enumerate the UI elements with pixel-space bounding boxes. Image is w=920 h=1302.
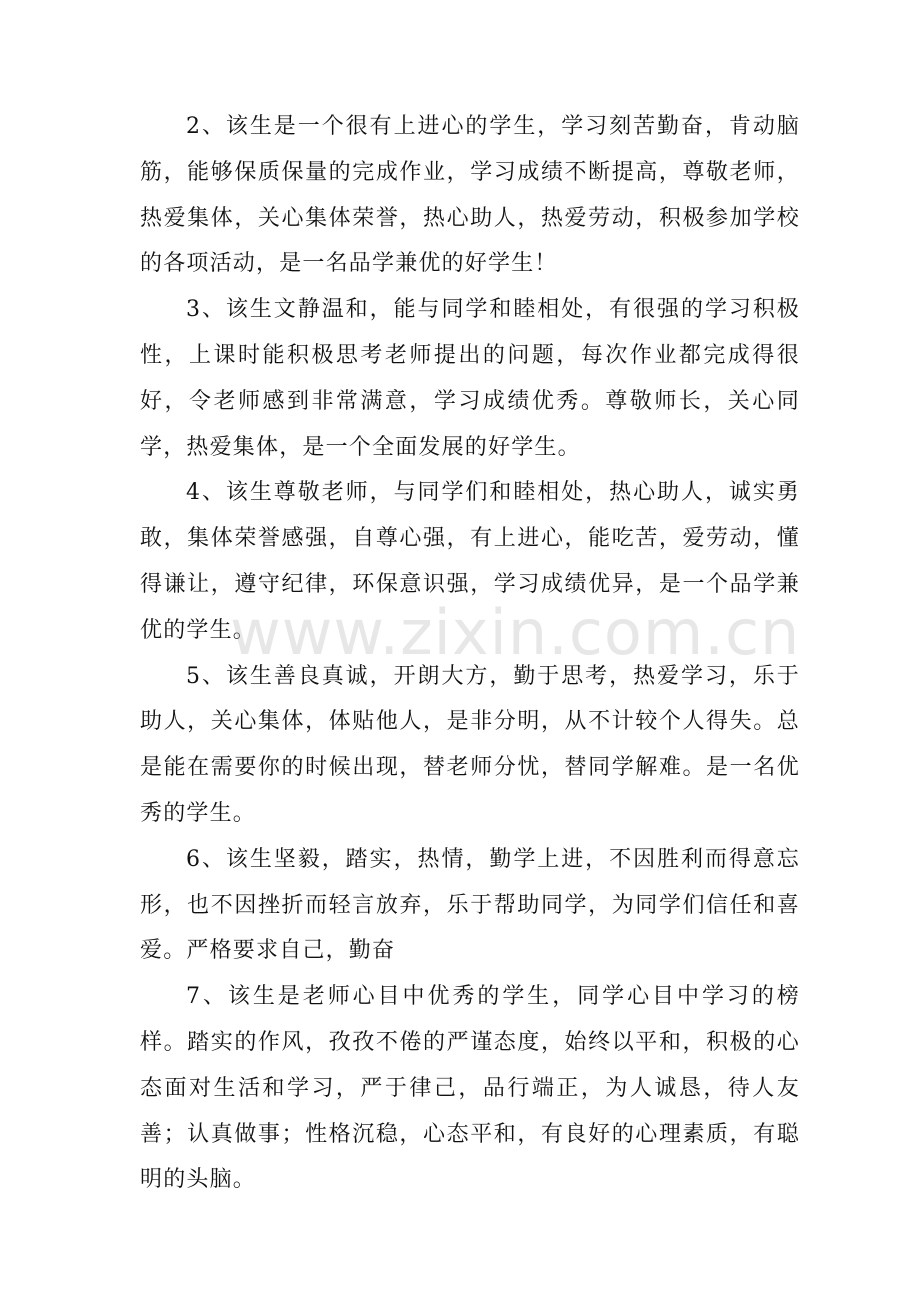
paragraph-2: 2、该生是一个很有上进心的学生，学习刻苦勤奋，肯动脑筋，能够保质保量的完成作业，学习成绩不断提高，尊敬老师，热爱集体，关心集体荣誉，热心助人，热爱劳动，积极参加学校的各项活动，是一名品学兼优的好学生！ bbox=[140, 114, 800, 277]
document-body bbox=[140, 104, 800, 1203]
paragraph-5: 5、该生善良真诚，开朗大方，勤于思考，热爱学习，乐于助人，关心集体，体贴他人，是非分明，从不计较个人得失。总是能在需要你的时候出现，替老师分忧，替同学解难。是一名优秀的学生。 bbox=[140, 663, 800, 826]
paragraph-7: 7、该生是老师心目中优秀的学生，同学心目中学习的榜样。踏实的作风，孜孜不倦的严谨态度，始终以平和，积极的心态面对生活和学习，严于律己，品行端正，为人诚恳，待人友善；认真做事；性格沉稳，心态平和，有良好的心理素质，有聪明的头脑。 bbox=[140, 984, 800, 1193]
watermark-text: www.zixin.com.cn bbox=[230, 596, 801, 669]
paragraph-3: 3、该生文静温和，能与同学和睦相处，有很强的学习积极性，上课时能积极思考老师提出的问题，每次作业都完成得很好，令老师感到非常满意，学习成绩优秀。尊敬师长，关心同学，热爱集体，是一个全面发展的好学生。 bbox=[140, 297, 800, 460]
paragraph-4: 4、该生尊敬老师，与同学们和睦相处，热心助人，诚实勇敢，集体荣誉感强，自尊心强，有上进心，能吃苦，爱劳动，懂得谦让，遵守纪律，环保意识强，学习成绩优异，是一个品学兼优的学生。 bbox=[140, 480, 800, 643]
paragraph-6: 6、该生坚毅，踏实，热情，勤学上进，不因胜利而得意忘形，也不因挫折而轻言放弃，乐于帮助同学，为同学们信任和喜爱。严格要求自己，勤奋 bbox=[140, 846, 800, 964]
